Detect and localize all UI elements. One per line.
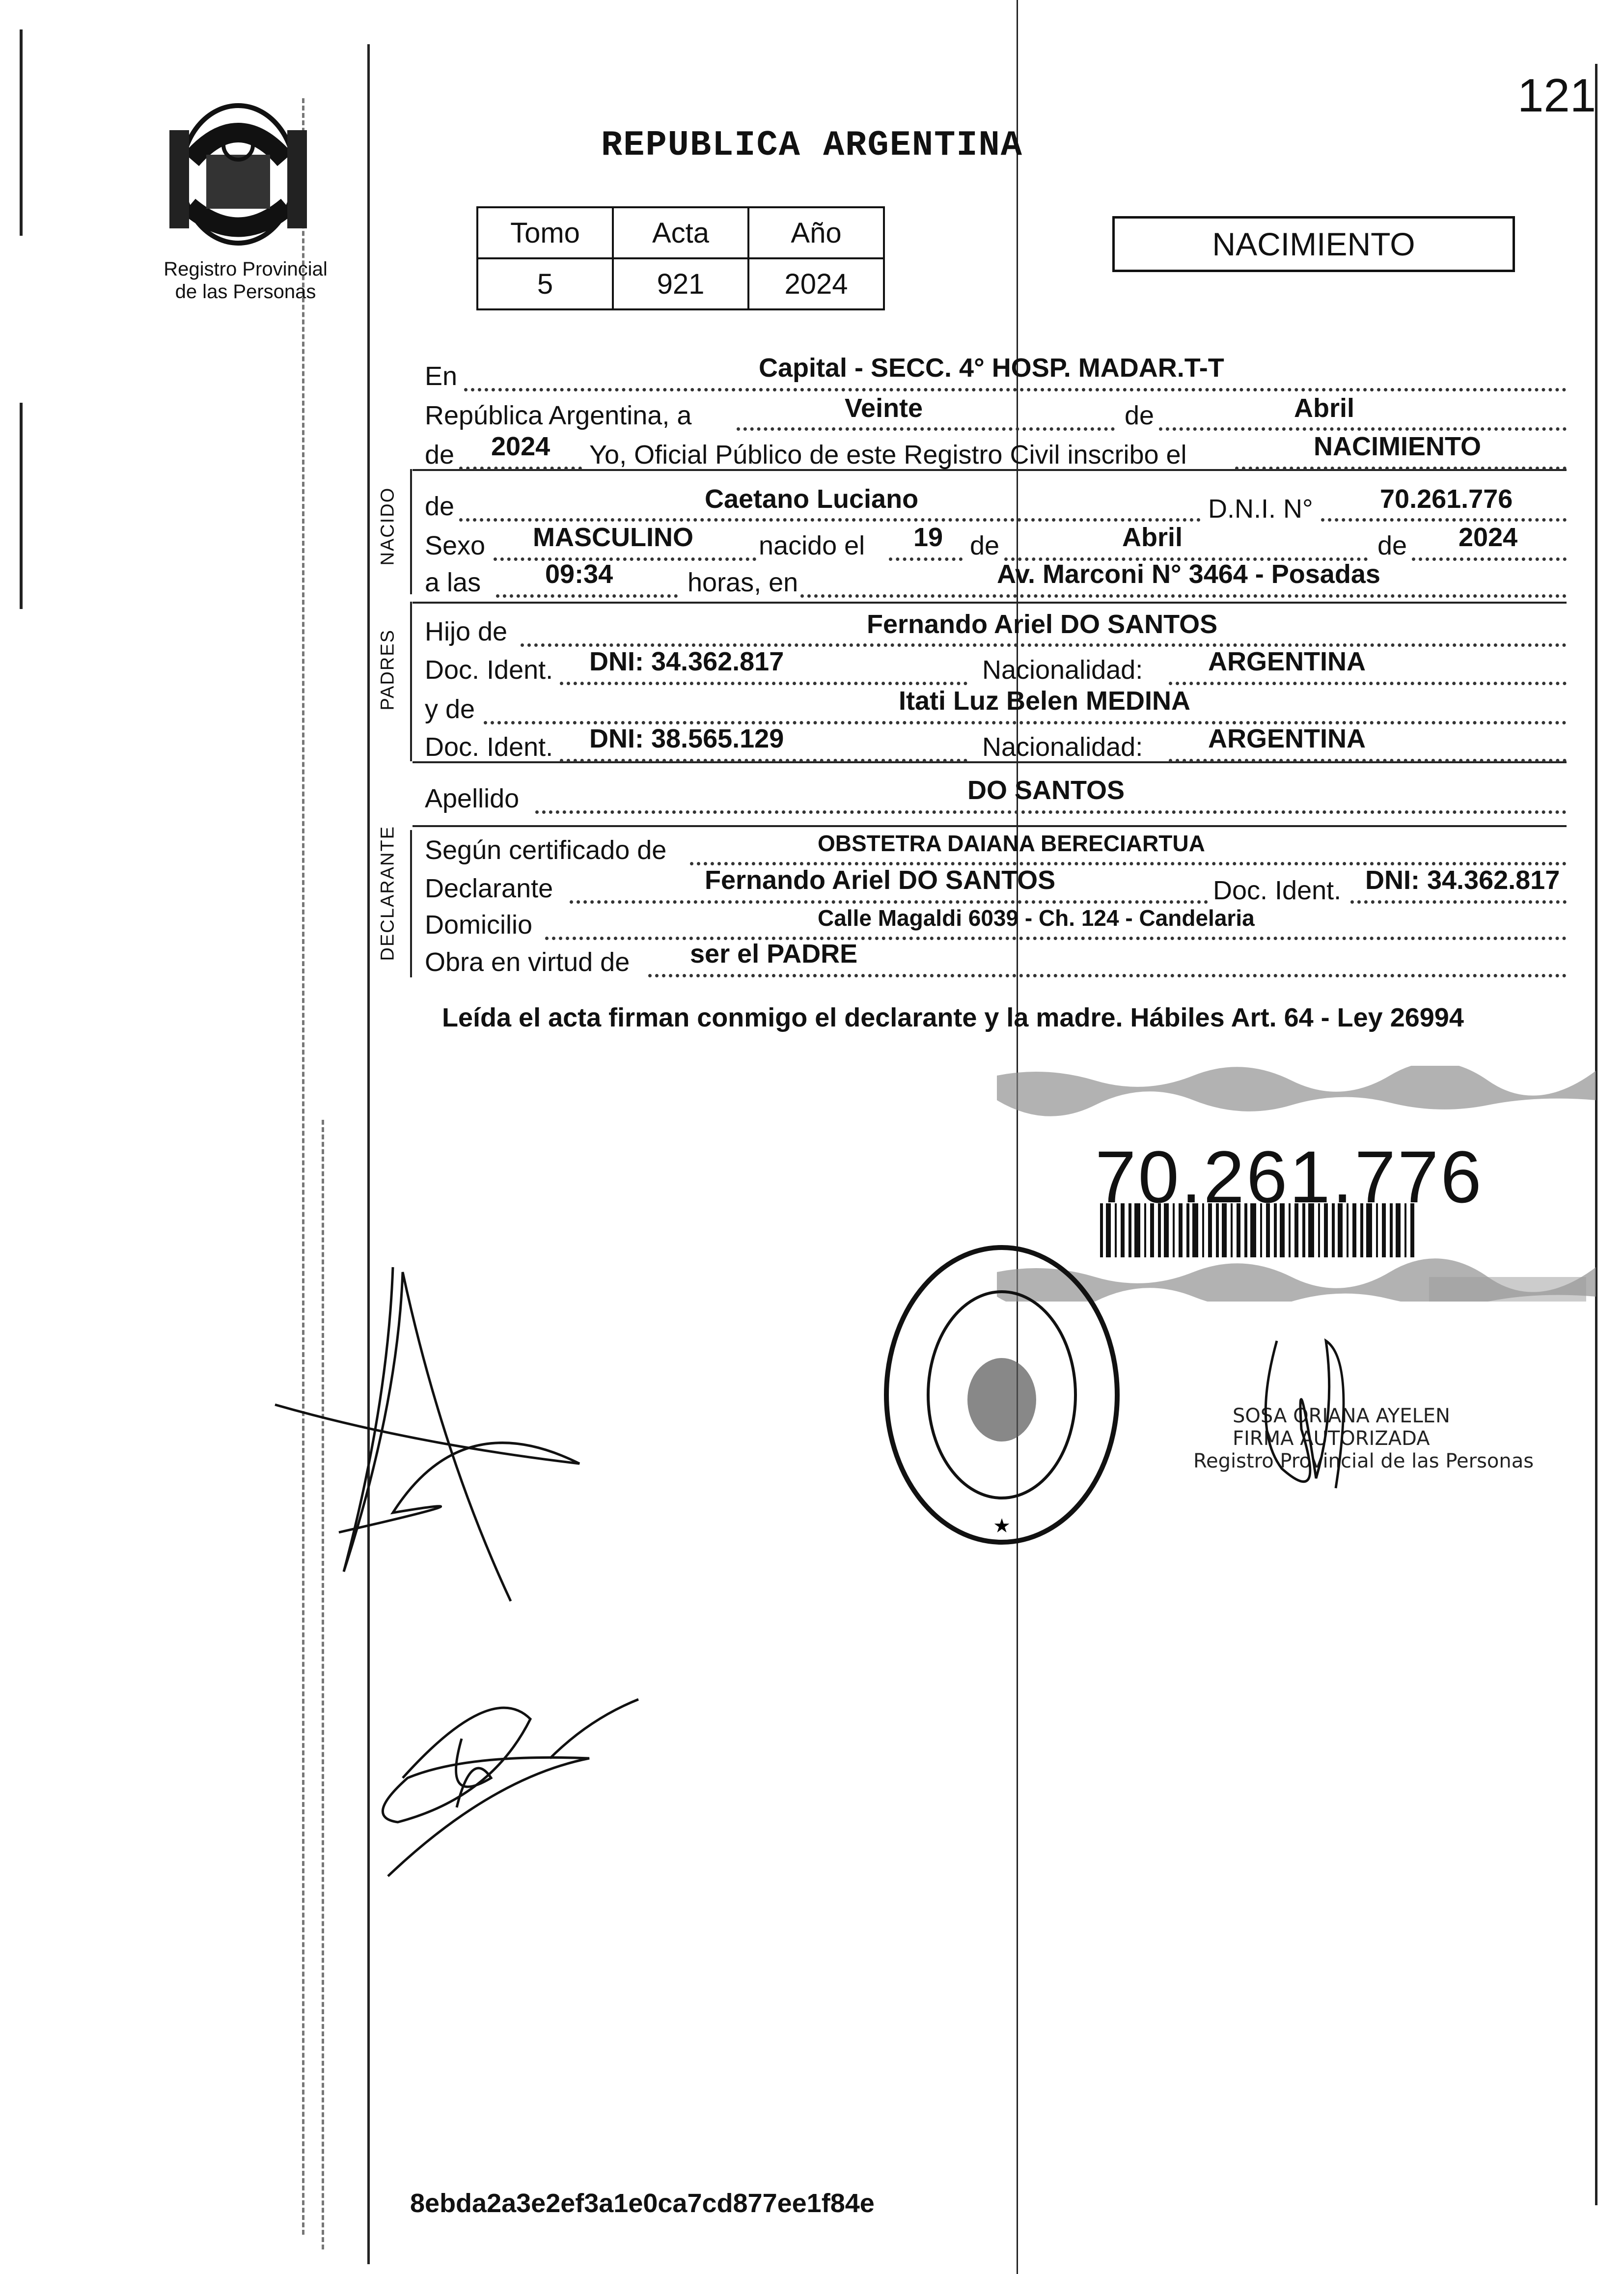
page-number: 121 — [1517, 69, 1596, 122]
field-nombre: Caetano Luciano — [705, 484, 919, 514]
officer-stamp: SOSA ORIANA AYELEN FIRMA AUTORIZADA Registro Provincial de las Personas — [1193, 1405, 1534, 1472]
field-dia-letras: Veinte — [845, 393, 923, 423]
label-declarante: Declarante — [425, 874, 553, 903]
label-de: de — [425, 492, 455, 521]
label-de: de — [1377, 531, 1407, 560]
field-lugar: Capital - SECC. 4° HOSP. MADAR.T-T — [759, 353, 1224, 383]
closing-statement: Leída el acta firman conmigo el declarante y la madre. Hábiles Art. 64 - Ley 26994 — [442, 1003, 1464, 1032]
table-cell: 921 — [613, 258, 748, 309]
field-tipo: NACIMIENTO — [1314, 432, 1482, 461]
label-a-las: a las — [425, 568, 481, 597]
label-dni: D.N.I. N° — [1208, 494, 1313, 524]
record-type-box: NACIMIENTO — [1112, 216, 1515, 272]
field-dia-nac: 19 — [913, 523, 943, 552]
field-domicilio: Calle Magaldi 6039 - Ch. 124 - Candelaria — [818, 905, 1255, 931]
field-madre-dni: DNI: 38.565.129 — [589, 724, 784, 753]
label-nacionalidad: Nacionalidad: — [982, 655, 1143, 685]
field-sexo: MASCULINO — [533, 523, 693, 552]
table-header: Tomo — [477, 207, 613, 258]
page-title: REPUBLICA ARGENTINA — [601, 125, 1023, 166]
field-mes-acta: Abril — [1294, 393, 1355, 423]
label-de: de — [970, 531, 1000, 560]
signature-declarante — [265, 1257, 584, 1631]
svg-text:★: ★ — [993, 1515, 1011, 1537]
label-republica: República Argentina, a — [425, 401, 692, 430]
label-obra: Obra en virtud de — [425, 947, 630, 977]
province-crest-logo — [162, 101, 314, 253]
label-horas-en: horas, en — [688, 568, 798, 597]
signature-madre — [344, 1680, 668, 1886]
label-de: de — [1125, 401, 1155, 430]
field-certificado: OBSTETRA DAIANA BERECIARTUA — [818, 831, 1205, 856]
field-declarante-doc: DNI: 34.362.817 — [1365, 865, 1560, 895]
field-hora: 09:34 — [545, 559, 613, 589]
label-en: En — [425, 361, 458, 391]
label-hijo-de: Hijo de — [425, 617, 508, 646]
label-domicilio: Domicilio — [425, 910, 533, 940]
field-padre-dni: DNI: 34.362.817 — [589, 647, 784, 676]
signature-official — [1238, 1331, 1404, 1518]
field-padre: Fernando Ariel DO SANTOS — [867, 610, 1218, 639]
section-label-nacido: NACIDO — [377, 487, 398, 566]
dni-sticker-number: 70.261.776 — [1095, 1136, 1484, 1218]
table-header: Acta — [613, 207, 748, 258]
label-nacionalidad: Nacionalidad: — [982, 732, 1143, 762]
field-padre-nac: ARGENTINA — [1208, 647, 1366, 676]
official-seal — [879, 1238, 1125, 1552]
field-obra: ser el PADRE — [690, 939, 858, 969]
table-header: Año — [748, 207, 884, 258]
label-doc-ident: Doc. Ident. — [1213, 876, 1342, 905]
label-apellido: Apellido — [425, 784, 520, 813]
field-madre-nac: ARGENTINA — [1208, 724, 1366, 753]
section-label-padres: PADRES — [377, 629, 398, 711]
field-anio-nac: 2024 — [1459, 523, 1518, 552]
table-cell: 5 — [477, 258, 613, 309]
field-mes-nac: Abril — [1122, 523, 1183, 552]
field-apellido: DO SANTOS — [967, 776, 1125, 805]
crest-caption: Registro Provincial de las Personas — [164, 258, 328, 303]
label-y-de: y de — [425, 694, 475, 724]
field-lugar-nac: Av. Marconi N° 3464 - Posadas — [997, 559, 1380, 589]
field-declarante: Fernando Ariel DO SANTOS — [705, 865, 1056, 895]
table-cell: 2024 — [748, 258, 884, 309]
field-anio-acta: 2024 — [491, 432, 551, 461]
label-doc-ident: Doc. Ident. — [425, 655, 553, 685]
section-label-declarante: DECLARANTE — [377, 826, 398, 961]
label-de: de — [425, 440, 455, 470]
label-sexo: Sexo — [425, 531, 486, 560]
field-dni: 70.261.776 — [1380, 484, 1513, 514]
label-nacido-el: nacido el — [759, 531, 865, 560]
document-hash: 8ebda2a3e2ef3a1e0ca7cd877ee1f84e — [410, 2189, 875, 2218]
label-yo: Yo, Oficial Público de este Registro Civil inscribo el — [589, 440, 1187, 470]
label-doc-ident: Doc. Ident. — [425, 732, 553, 762]
register-table — [476, 206, 885, 310]
label-segun: Según certificado de — [425, 835, 667, 865]
field-madre: Itati Luz Belen MEDINA — [899, 686, 1191, 716]
